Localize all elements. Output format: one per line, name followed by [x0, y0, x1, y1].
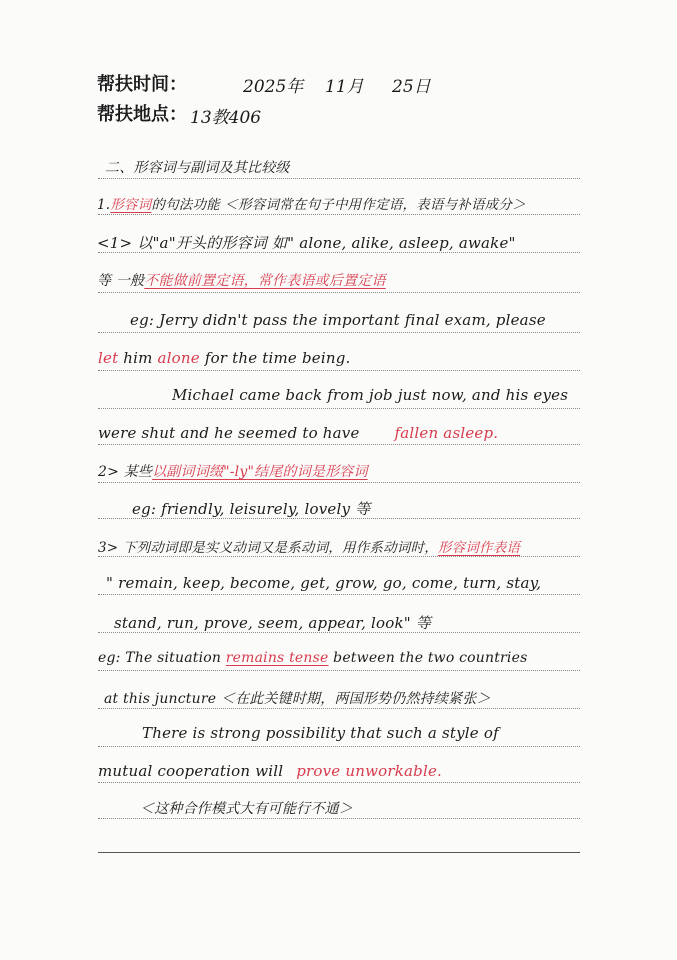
- highlight-red: let: [98, 349, 119, 367]
- ruled-line: [98, 670, 580, 671]
- item-number: 1.: [97, 197, 111, 213]
- highlight-red: 形容词作表语: [437, 540, 521, 556]
- note-line-12: stand, run, prove, seem, appear, look" 等: [114, 614, 432, 632]
- ruled-line: [98, 782, 580, 783]
- ruled-line: [98, 594, 580, 595]
- ruled-line: [98, 370, 580, 371]
- note-line-16: [98, 762, 442, 780]
- ruled-line: [98, 178, 580, 179]
- ruled-line: [98, 746, 580, 747]
- place-label: 帮扶地点：: [97, 104, 187, 125]
- note-line-3: [97, 270, 386, 290]
- highlight-red: remains tense: [225, 650, 329, 666]
- ruled-line: [98, 332, 580, 333]
- highlight-red: 不能做前置定语，常作表语或后置定语: [144, 273, 386, 289]
- highlight-red: 形容词: [110, 197, 152, 213]
- note-line-6: Michael came back from job just now, and his eyes: [172, 386, 569, 404]
- place-value: 13教406: [190, 108, 262, 128]
- note-text: 的句法功能 ＜形容词常在句子中用作定语，表语与补语成分＞: [151, 197, 526, 213]
- note-text: were shut and he seemed to have: [98, 424, 360, 442]
- note-text: 3> 下列动词即是实义动词又是系动词，用作系动词时，: [98, 540, 438, 556]
- note-line-10: [98, 536, 520, 556]
- ruled-line: [98, 482, 580, 483]
- section-title: 二、形容词与副词及其比较级: [105, 160, 290, 176]
- date-month: 11月: [325, 77, 364, 97]
- ruled-line: [98, 818, 580, 819]
- note-text: 等 一般: [97, 273, 145, 289]
- note-text: for the time being.: [204, 349, 351, 367]
- time-label: 帮扶时间：: [97, 74, 187, 95]
- note-text: between the two countries: [333, 650, 528, 666]
- ruled-line: [98, 408, 580, 409]
- ruled-line: [98, 214, 580, 215]
- highlight-red: fallen asleep.: [394, 424, 499, 442]
- ruled-line: [98, 444, 580, 445]
- date-day: 25日: [392, 77, 431, 97]
- highlight-red: alone: [157, 349, 200, 367]
- note-text: eg: The situation: [98, 650, 222, 666]
- note-line-2: <1> 以"a"开头的形容词 如" alone, alike, asleep, awake": [97, 234, 516, 252]
- note-text: mutual cooperation will: [98, 762, 284, 780]
- ruled-line: [98, 708, 580, 709]
- ruled-line: [98, 556, 580, 557]
- note-line-17: ＜这种合作模式大有可能行不通＞: [140, 801, 353, 817]
- note-line-13: [98, 650, 527, 666]
- highlight-red: prove unworkable.: [296, 762, 442, 780]
- note-line-7: [98, 424, 498, 442]
- note-line-8: [98, 461, 368, 481]
- note-line-9: eg: friendly, leisurely, lovely 等: [132, 500, 371, 518]
- ruled-line-bottom: [98, 852, 580, 853]
- note-line-14: at this juncture ＜在此关键时期，两国形势仍然持续紧张＞: [104, 691, 491, 707]
- note-line-11: " remain, keep, become, get, grow, go, come, turn, stay,: [106, 574, 542, 592]
- note-line-15: There is strong possibility that such a style of: [142, 724, 499, 742]
- ruled-line: [98, 292, 580, 293]
- note-text: him: [123, 349, 153, 367]
- note-line-4: eg: Jerry didn't pass the important final exam, please: [130, 311, 546, 329]
- highlight-red: 以副词词缀"-ly"结尾的词是形容词: [152, 464, 368, 480]
- note-text: 2> 某些: [98, 464, 153, 480]
- date-year: 2025年: [243, 77, 304, 97]
- note-line-1: [97, 193, 526, 213]
- note-line-5: [98, 349, 350, 367]
